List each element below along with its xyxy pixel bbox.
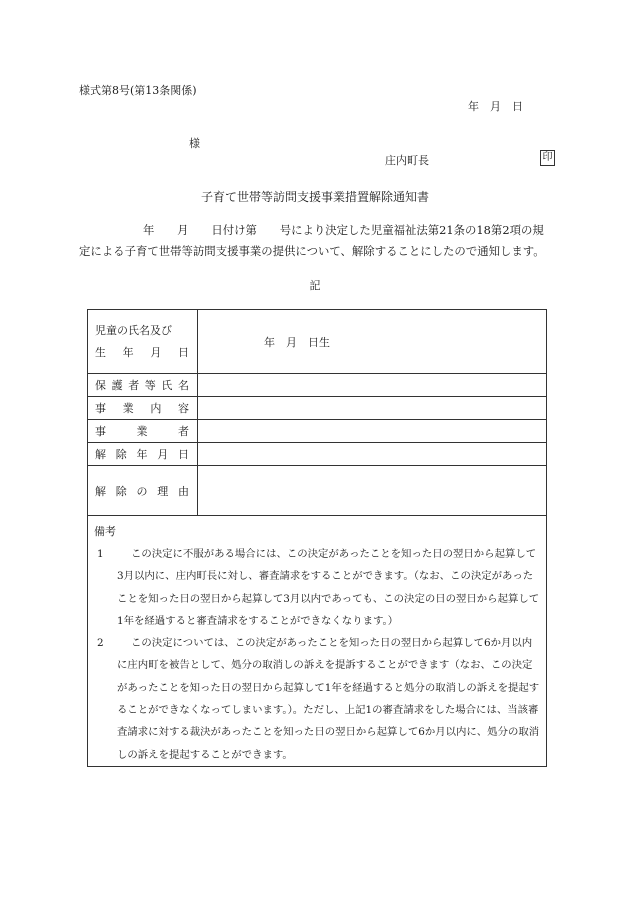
child-label-cell <box>88 310 198 374</box>
child-birth-field[interactable] <box>198 310 547 374</box>
table-row-child <box>88 310 547 374</box>
provider-label-cell <box>88 420 198 443</box>
remarks-cell <box>88 516 547 767</box>
remarks-title: 備考 <box>94 525 116 538</box>
guardian-label: 保 護 者 等 氏 名 <box>95 379 189 392</box>
remarks-note-1 <box>94 543 540 632</box>
table-row-remarks <box>88 516 547 767</box>
body-line-1: 年 月 日付け第 号により決定した児童福祉法第21条の18第2項の規 <box>143 223 544 237</box>
date-label-cell <box>88 443 198 466</box>
service-field[interactable] <box>198 397 547 420</box>
table-row-service <box>88 397 547 420</box>
provider-label: 事 業 者 <box>95 425 189 438</box>
document-title: 子育て世帯等訪問支援事業措置解除通知書 <box>200 190 429 204</box>
issuer-name: 庄内町長 <box>385 154 429 167</box>
table-row-provider <box>88 420 547 443</box>
seal-mark: 印 <box>540 150 555 166</box>
reason-field[interactable] <box>198 466 547 516</box>
date-line: 年 月 日 <box>468 100 523 113</box>
child-label-line2: 生 年 月 日 <box>95 345 189 359</box>
reason-label-cell <box>88 466 198 516</box>
note-text: この決定に不服がある場合には、この決定があったことを知った日の翌日から起算して3月以内に、庄内町長に対し、審査請求をすることができます。（なお、この決定があったことを知った日の翌日から起算して3月以内であっても、この決定の日の翌日から起算して1年を経過すると審査請求をすることができなくなります。） <box>117 548 540 627</box>
date-label: 解 除 年 月 日 <box>95 448 189 461</box>
guardian-field[interactable] <box>198 374 547 397</box>
addressee-suffix: 様 <box>189 137 200 150</box>
body-text <box>79 220 569 262</box>
form-number: 様式第8号(第13条関係) <box>79 84 197 97</box>
remarks-note-2 <box>94 632 540 766</box>
child-label-line1: 児童の氏名及び <box>95 323 172 337</box>
note-text: この決定については、この決定があったことを知った日の翌日から起算して6か月以内に庄内町を被告として、処分の取消しの訴えを提訴することができます（なお、この決定があったことを知った日の翌日から起算して1年を経過すると処分の取消しの訴えを提起することができなくなってしまいます。）。ただし、上記1の審査請求をした場合には、当該審査請求に対する裁決があったことを知った日の翌日から起算して6か月以内に、処分の取消しの訴えを提起することができます。 <box>117 637 540 761</box>
table-row-date <box>88 443 547 466</box>
note-number: 1 <box>97 548 104 560</box>
provider-field[interactable] <box>198 420 547 443</box>
reason-label: 解 除 の 理 由 <box>95 484 189 498</box>
cancel-date-field[interactable] <box>198 443 547 466</box>
body-line-2: 定による子育て世帯等訪問支援事業の提供について、解除することにしたので通知します。 <box>79 244 545 258</box>
form-table <box>87 309 547 767</box>
note-number: 2 <box>97 637 104 650</box>
birth-fields-text: 年 月 日生 <box>264 335 330 349</box>
table-row-guardian <box>88 374 547 397</box>
guardian-label-cell <box>88 374 198 397</box>
service-label-cell <box>88 397 198 420</box>
service-label: 事 業 内 容 <box>95 402 189 415</box>
table-row-reason <box>88 466 547 516</box>
ki-heading: 記 <box>309 279 321 292</box>
